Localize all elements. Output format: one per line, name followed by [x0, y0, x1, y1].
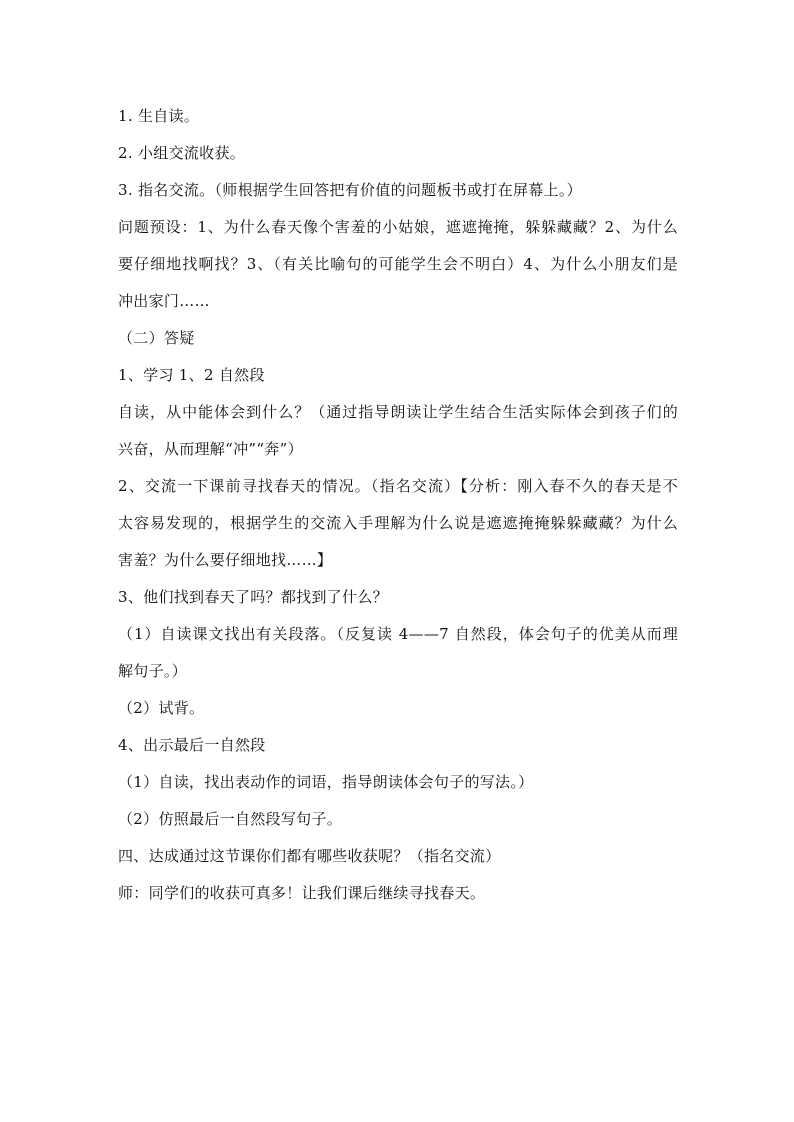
text-line: 2、交流一下课前寻找春天的情况。（指名交流）【分析：刚入春不久的春天是不 — [118, 477, 678, 495]
section-heading: （二）答疑 — [118, 329, 195, 347]
text-line: 师：同学们的收获可真多！让我们课后继续寻找春天。 — [118, 884, 486, 902]
text-line: 1. 生自读。 — [118, 107, 200, 125]
text-line: 1、学习 1、2 自然段 — [118, 366, 265, 384]
text-line: （2）仿照最后一自然段写句子。 — [118, 810, 343, 828]
text-line: 问题预设：1、为什么春天像个害羞的小姑娘，遮遮掩掩，躲躲藏藏？2、为什么 — [118, 218, 678, 236]
text-line: （1）自读，找出表动作的词语，指导朗读体会句子的写法。） — [118, 773, 534, 791]
text-line: 兴奋，从而理解“冲”“奔”） — [118, 440, 303, 458]
text-line: 解句子。） — [118, 662, 188, 680]
document-body — [118, 103, 678, 917]
text-line: 害羞？为什么要仔细地找……】 — [118, 551, 333, 569]
text-line: 要仔细地找啊找？3、（有关比喻句的可能学生会不明白）4、为什么小朋友们是 — [118, 255, 678, 273]
text-line: 冲出家门…… — [118, 292, 210, 310]
text-line: 太容易发现的，根据学生的交流入手理解为什么说是遮遮掩掩躲躲藏藏？为什么 — [118, 514, 678, 532]
text-line: 4、出示最后一自然段 — [118, 736, 266, 754]
section-heading: 四、达成通过这节课你们都有哪些收获呢？（指名交流） — [118, 847, 501, 865]
text-line: 2. 小组交流收获。 — [118, 144, 246, 162]
text-line: 自读，从中能体会到什么？（通过指导朗读让学生结合生活实际体会到孩子们的 — [118, 403, 678, 421]
text-line: （2）试背。 — [118, 699, 205, 717]
text-line: 3. 指名交流。（师根据学生回答把有价值的问题板书或打在屏幕上。） — [118, 181, 582, 199]
text-line: 3、他们找到春天了吗？都找到了什么？ — [118, 588, 388, 606]
text-line: （1）自读课文找出有关段落。（反复读 4——7 自然段，体会句子的优美从而理 — [118, 625, 678, 643]
